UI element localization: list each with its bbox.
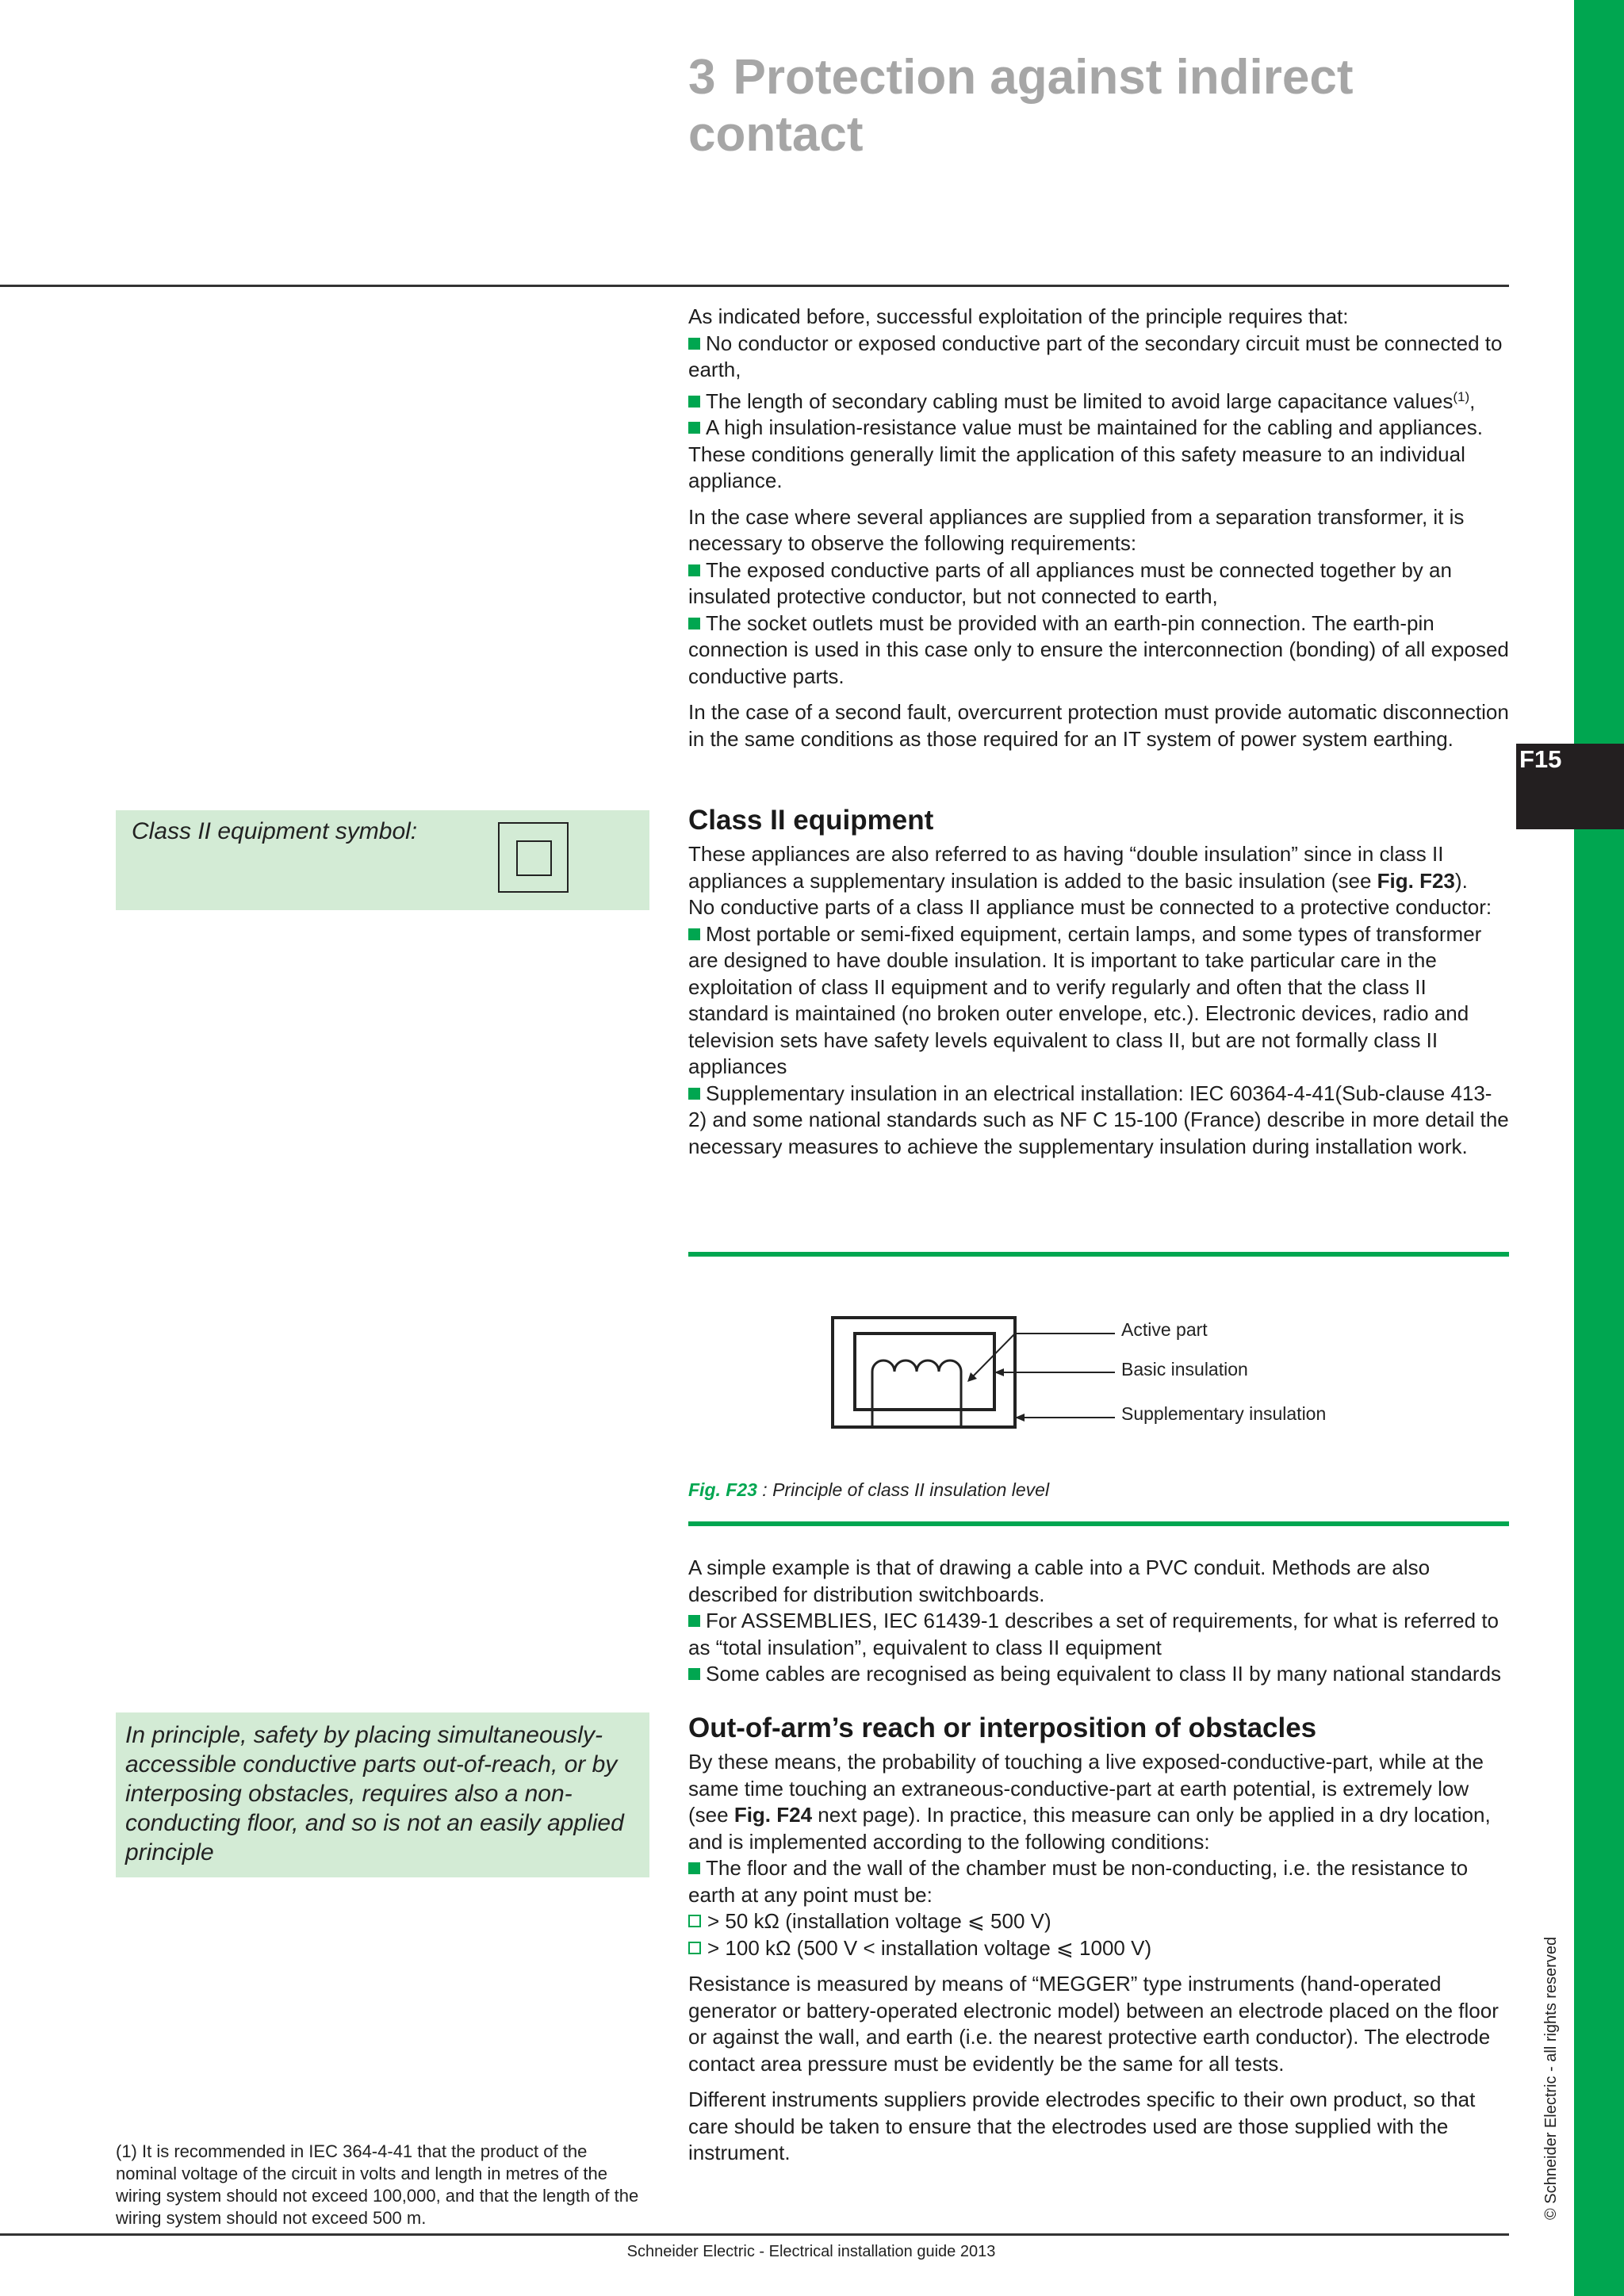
- figure-bottom-rule: [688, 1521, 1509, 1526]
- section-heading: Class II equipment: [688, 805, 934, 836]
- chapter-number: 3: [688, 50, 716, 105]
- page-tab-label: F15: [1519, 745, 1562, 773]
- paragraph: A simple example is that of drawing a cable into a PVC conduit. Methods are also described for distribution switchboards.: [688, 1556, 1431, 1606]
- basic-insulation-outline: [855, 1334, 994, 1410]
- list-item: For ASSEMBLIES, IEC 61439-1 describes a set of requirements, for what is referred to as “total insulation”, equivalent to class II equipment: [688, 1609, 1500, 1659]
- class2-symbol-label: Class II equipment symbol:: [132, 818, 418, 844]
- section-examples: [688, 1555, 1509, 1688]
- sub-list-item: > 50 kΩ (installation voltage ⩽ 500 V): [688, 1908, 1509, 1935]
- class2-symbol-box: [116, 810, 649, 910]
- section-heading: Out-of-arm’s reach or interposition of obstacles: [688, 1712, 1317, 1743]
- chapter-title: Protection against indirect contact: [688, 50, 1354, 162]
- figure-number: Fig. F23: [688, 1479, 757, 1500]
- paragraph: In the case of a second fault, overcurrent protection must provide automatic disconnection in the same conditions as those required for an IT system of power system earthing.: [688, 700, 1509, 751]
- sub-list-item: > 100 kΩ (500 V < installation voltage ⩽ 1000 V): [688, 1935, 1509, 1962]
- bullet-icon: [688, 1668, 700, 1680]
- section-obstacles: [688, 1712, 1509, 2176]
- paragraph: In the case where several appliances are supplied from a separation transformer, it is necessary to observe the following requirements:: [688, 504, 1465, 555]
- sub-bullet-icon: [688, 1915, 701, 1927]
- figure-top-rule: [688, 1252, 1509, 1257]
- bullet-icon: [688, 396, 700, 408]
- bullet-icon: [688, 1862, 700, 1874]
- obstacles-side-note: [116, 1712, 649, 1877]
- class2-double-square-icon: [498, 822, 569, 893]
- list-item: No conductor or exposed conductive part of the secondary circuit must be connected to earth,: [688, 331, 1503, 381]
- paragraph: No conductive parts of a class II appliance must be connected to a protective conductor:: [688, 895, 1492, 919]
- side-color-bar: [1574, 0, 1624, 2296]
- list-item: A high insulation-resistance value must be maintained for the cabling and appliances.: [688, 415, 1509, 442]
- label-basic-insulation: Basic insulation: [1121, 1359, 1248, 1380]
- bullet-icon: [688, 1615, 700, 1627]
- bullet-icon: [688, 618, 700, 629]
- list-item: The length of secondary cabling must be limited to avoid large capacitance values$^{(1)}$,: [688, 384, 1509, 415]
- figure-caption: Fig. F23 : Principle of class II insulation level: [688, 1479, 1050, 1500]
- page-title: [688, 49, 1481, 163]
- active-part-coil: [872, 1360, 961, 1425]
- figure-reference: Fig. F24: [733, 1803, 813, 1827]
- intro-paragraph: As indicated before, successful exploitation of the principle requires that:: [688, 304, 1349, 328]
- page-footer: Schneider Electric - Electrical installation guide 2013: [626, 2243, 996, 2260]
- list-item: Some cables are recognised as being equivalent to class II by many national standards: [688, 1661, 1509, 1688]
- section-class2: [688, 805, 1509, 1160]
- paragraph: These appliances are also referred to as having “double insulation” since in class II appliances a supplementary insulation is added to the basic insulation (see Fig. F23).: [688, 842, 1468, 893]
- sub-bullet-icon: [688, 1942, 701, 1954]
- bullet-icon: [688, 928, 700, 940]
- copyright-notice: © Schneider Electric - all rights reserved: [1542, 1936, 1560, 2220]
- label-supplementary-insulation: Supplementary insulation: [1121, 1403, 1327, 1424]
- bullet-icon: [688, 1088, 700, 1100]
- bullet-icon: [688, 338, 700, 350]
- header-rule: [0, 285, 1509, 287]
- list-item: The exposed conductive parts of all appliances must be connected together by an insulated protective conductor, but not connected to earth,: [688, 557, 1452, 608]
- list-item: The socket outlets must be provided with an earth-pin connection. The earth-pin connection is used in this case only to ensure the interconnection (bonding) of all exposed conductive parts.: [688, 610, 1509, 688]
- bullet-icon: [688, 422, 700, 434]
- page-tab: [1516, 744, 1624, 829]
- list-item: Supplementary insulation in an electrical installation: IEC 60364-4-41(Sub-clause 413-2) and some national standards such as NF C 15-100 (France) describe in more detail the necessary measures to achieve the supplementary insulation during installation work.: [688, 1081, 1509, 1158]
- footnote: (1) It is recommended in IEC 364-4-41 that the product of the nominal voltage of the circuit in volts and length in metres of the wiring system should not exceed 100,000, and that the length of the wiring system should not exceed 500 m.: [116, 2141, 639, 2228]
- class2-insulation-diagram: [825, 1300, 1380, 1443]
- figure-reference: Fig. F23: [1377, 868, 1455, 893]
- paragraph: Resistance is measured by means of “MEGGER” type instruments (hand-operated generator or battery-operated electronic model) between an electrode placed on the floor or against the wall, and earth (i.e. the nearest protective earth conductor). The electrode contact area pressure must be evidently be the same for all tests.: [688, 1972, 1499, 2076]
- list-item: The floor and the wall of the chamber must be non-conducting, i.e. the resistance to earth at any point must be:: [688, 1856, 1469, 1907]
- section-intro: [688, 304, 1509, 762]
- list-item: Most portable or semi-fixed equipment, certain lamps, and some types of transformer are designed to have double insulation. It is important to take particular care in the exploitation of class II equipment and to verify regularly and often that the class II standard is maintained (no broken outer envelope, etc.). Electronic devices, radio and television sets have safety levels equivalent to class II, but are not formally class II appliances: [688, 921, 1482, 1078]
- bullet-icon: [688, 564, 700, 576]
- label-active-part: Active part: [1121, 1319, 1208, 1340]
- side-note-text: In principle, safety by placing simultaneously-accessible conductive parts out-of-reach, or by interposing obstacles, requires also a non-conducting floor, and so is not an easily applied principle: [125, 1722, 624, 1866]
- footnote-ref: (1): [1453, 388, 1470, 404]
- paragraph: By these means, the probability of touching a live exposed-conductive-part, while at the same time touching an extraneous-conductive-part at earth potential, is extremely low (see Fig. F24 next page). In practice, this measure can only be applied in a dry location, and is implemented according to the following conditions:: [688, 1750, 1491, 1854]
- paragraph: These conditions generally limit the application of this safety measure to an individual appliance.: [688, 442, 1465, 492]
- paragraph: Different instruments suppliers provide electrodes specific to their own product, so that care should be taken to ensure that the electrodes used are those supplied with the instrument.: [688, 2087, 1476, 2164]
- footer-rule: [0, 2233, 1509, 2236]
